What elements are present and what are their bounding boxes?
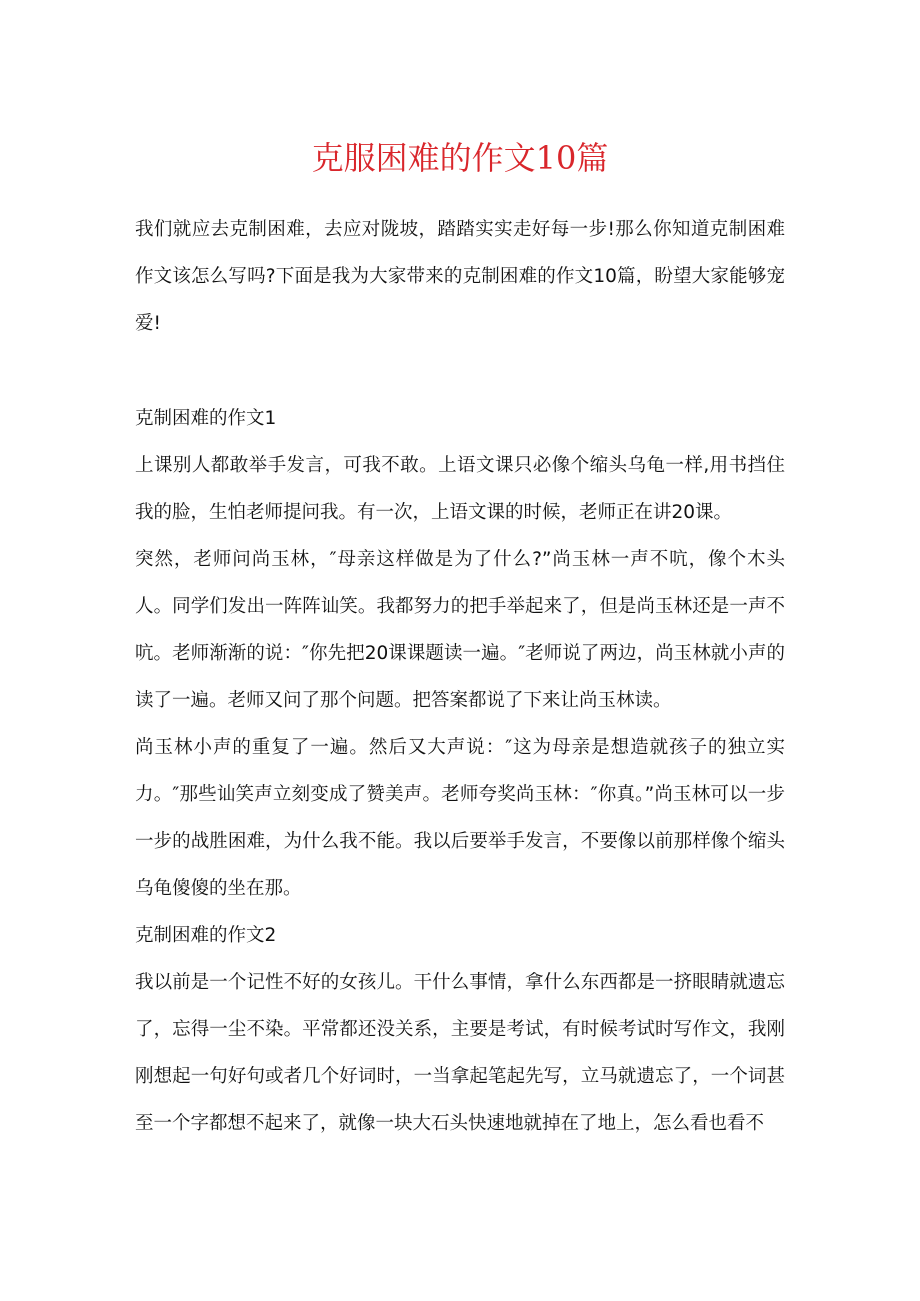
- document-body: [135, 206, 785, 1147]
- body-paragraph: 上课别人都敢举手发言，可我不敢。上语文课只必像个缩头乌龟一样,用书挡住我的脸，生怕老师提问我。有一次，上语文课的时候，老师正在讲20课。: [135, 455, 785, 523]
- intro-paragraph: 我们就应去克制困难，去应对陇坡，踏踏实实走好每一步!那么你知道克制困难作文该怎么写吗?下面是我为大家带来的克制困难的作文10篇，盼望大家能够宠爱!: [135, 219, 785, 334]
- document-title: 克服困难的作文10篇: [311, 139, 609, 177]
- body-paragraph: 突然，老师问尚玉林，″母亲这样做是为了什么?”尚玉林一声不吭，像个木头人。同学们发出一阵阵讪笑。我都努力的把手举起来了，但是尚玉林还是一声不吭。老师渐渐的说：″你先把20课课题读一遍。″老师说了两边，尚玉林就小声的读了一遍。老师又问了那个问题。把答案都说了下来让尚玉林读。: [135, 549, 785, 711]
- section-heading: 克制困难的作文2: [135, 925, 277, 946]
- body-paragraph: 我以前是一个记性不好的女孩儿。干什么事情，拿什么东西都是一挤眼睛就遗忘了，忘得一尘不染。平常都还没关系，主要是考试，有时候考试时写作文，我刚刚想起一句好句或者几个好词时，一当拿起笔起先写，立马就遗忘了，一个词甚至一个字都想不起来了，就像一块大石头快速地就掉在了地上，怎么看也看不: [135, 972, 785, 1134]
- section-heading: 克制困难的作文1: [135, 408, 277, 429]
- section-spacer: [135, 347, 785, 395]
- body-paragraph: 尚玉林小声的重复了一遍。然后又大声说：″这为母亲是想造就孩子的独立实力。″那些讪笑声立刻变成了赞美声。老师夸奖尚玉林：″你真。”尚玉林可以一步一步的战胜困难，为什么我不能。我以后要举手发言，不要像以前那样像个缩头乌龟傻傻的坐在那。: [135, 737, 785, 899]
